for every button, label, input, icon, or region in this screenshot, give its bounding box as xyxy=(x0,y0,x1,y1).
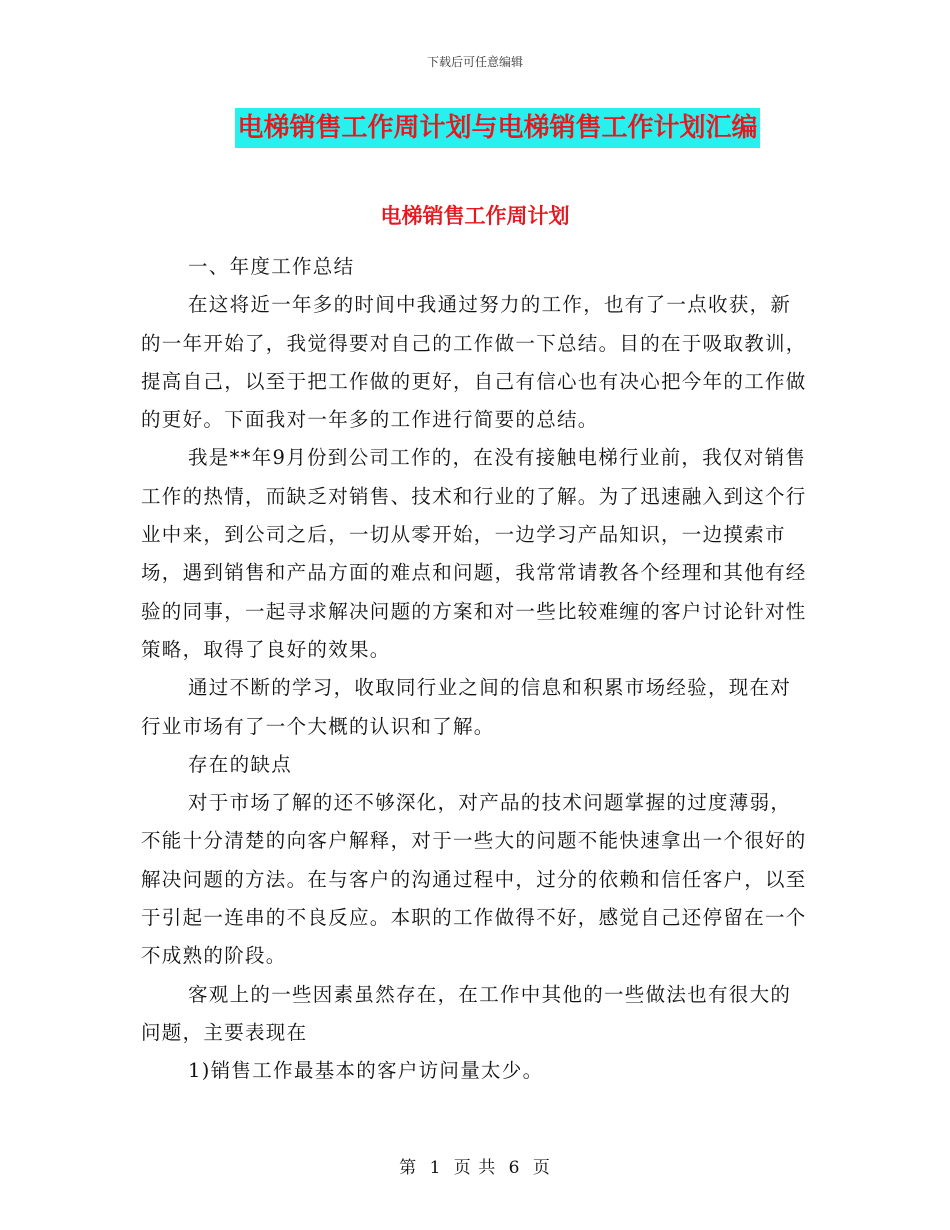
footer-total-pages: 6 xyxy=(508,1158,521,1178)
body-paragraph: 通过不断的学习，收取同行业之间的信息和积累市场经验，现在对行业市场有了一个大概的认识和了解。 xyxy=(141,676,792,738)
page-footer xyxy=(0,1153,950,1178)
body-paragraph: 对于市场了解的还不够深化，对产品的技术问题掌握的过度薄弱，不能十分清楚的向客户解释，对于一些大的问题不能快速拿出一个很好的解决问题的方法。在与客户的沟通过程中，过分的依赖和信任客户，以至于引起一连串的不良反应。本职的工作做得不好，感觉自己还停留在一个不成熟的阶段。 xyxy=(141,791,807,968)
document-title: 电梯销售工作周计划与电梯销售工作计划汇编 xyxy=(235,108,759,148)
body-paragraph: 一、年度工作总结 xyxy=(188,255,355,278)
footer-mid: 页 共 xyxy=(453,1158,497,1178)
body-paragraph: 我是**年9月份到公司工作的，在没有接触电梯行业前，我仅对销售工作的热情，而缺乏对销售、技术和行业的了解。为了迅速融入到这个行业中来，到公司之后，一切从零开始，一边学习产品知识，一边摸索市场，遇到销售和产品方面的难点和问题，我常常请教各个经理和其他有经验的同事，一起寻求解决问题的方案和对一些比较难缠的客户讨论针对性策略，取得了良好的效果。 xyxy=(141,446,807,661)
header-note: 下载后可任意编辑 xyxy=(426,55,523,69)
doc-title-wrap xyxy=(0,108,950,148)
section-title: 电梯销售工作周计划 xyxy=(380,204,570,228)
body-paragraph: 存在的缺点 xyxy=(188,752,293,776)
body-paragraph: 在这将近一年多的时间中我通过努力的工作，也有了一点收获，新的一年开始了，我觉得要对自己的工作做一下总结。目的在于吸取教训，提高自己，以至于把工作做的更好，自己有信心也有决心把今年的工作做的更好。下面我对一年多的工作进行简要的总结。 xyxy=(141,293,807,432)
document-body xyxy=(141,248,809,1091)
body-paragraph: 1)销售工作最基本的客户访问量太少。 xyxy=(188,1059,544,1083)
footer-prefix: 第 xyxy=(399,1158,418,1178)
footer-suffix: 页 xyxy=(532,1158,551,1178)
body-paragraph: 客观上的一些因素虽然存在，在工作中其他的一些做法也有很大的问题，主要表现在 xyxy=(141,982,792,1044)
footer-page-number: 1 xyxy=(429,1158,442,1178)
